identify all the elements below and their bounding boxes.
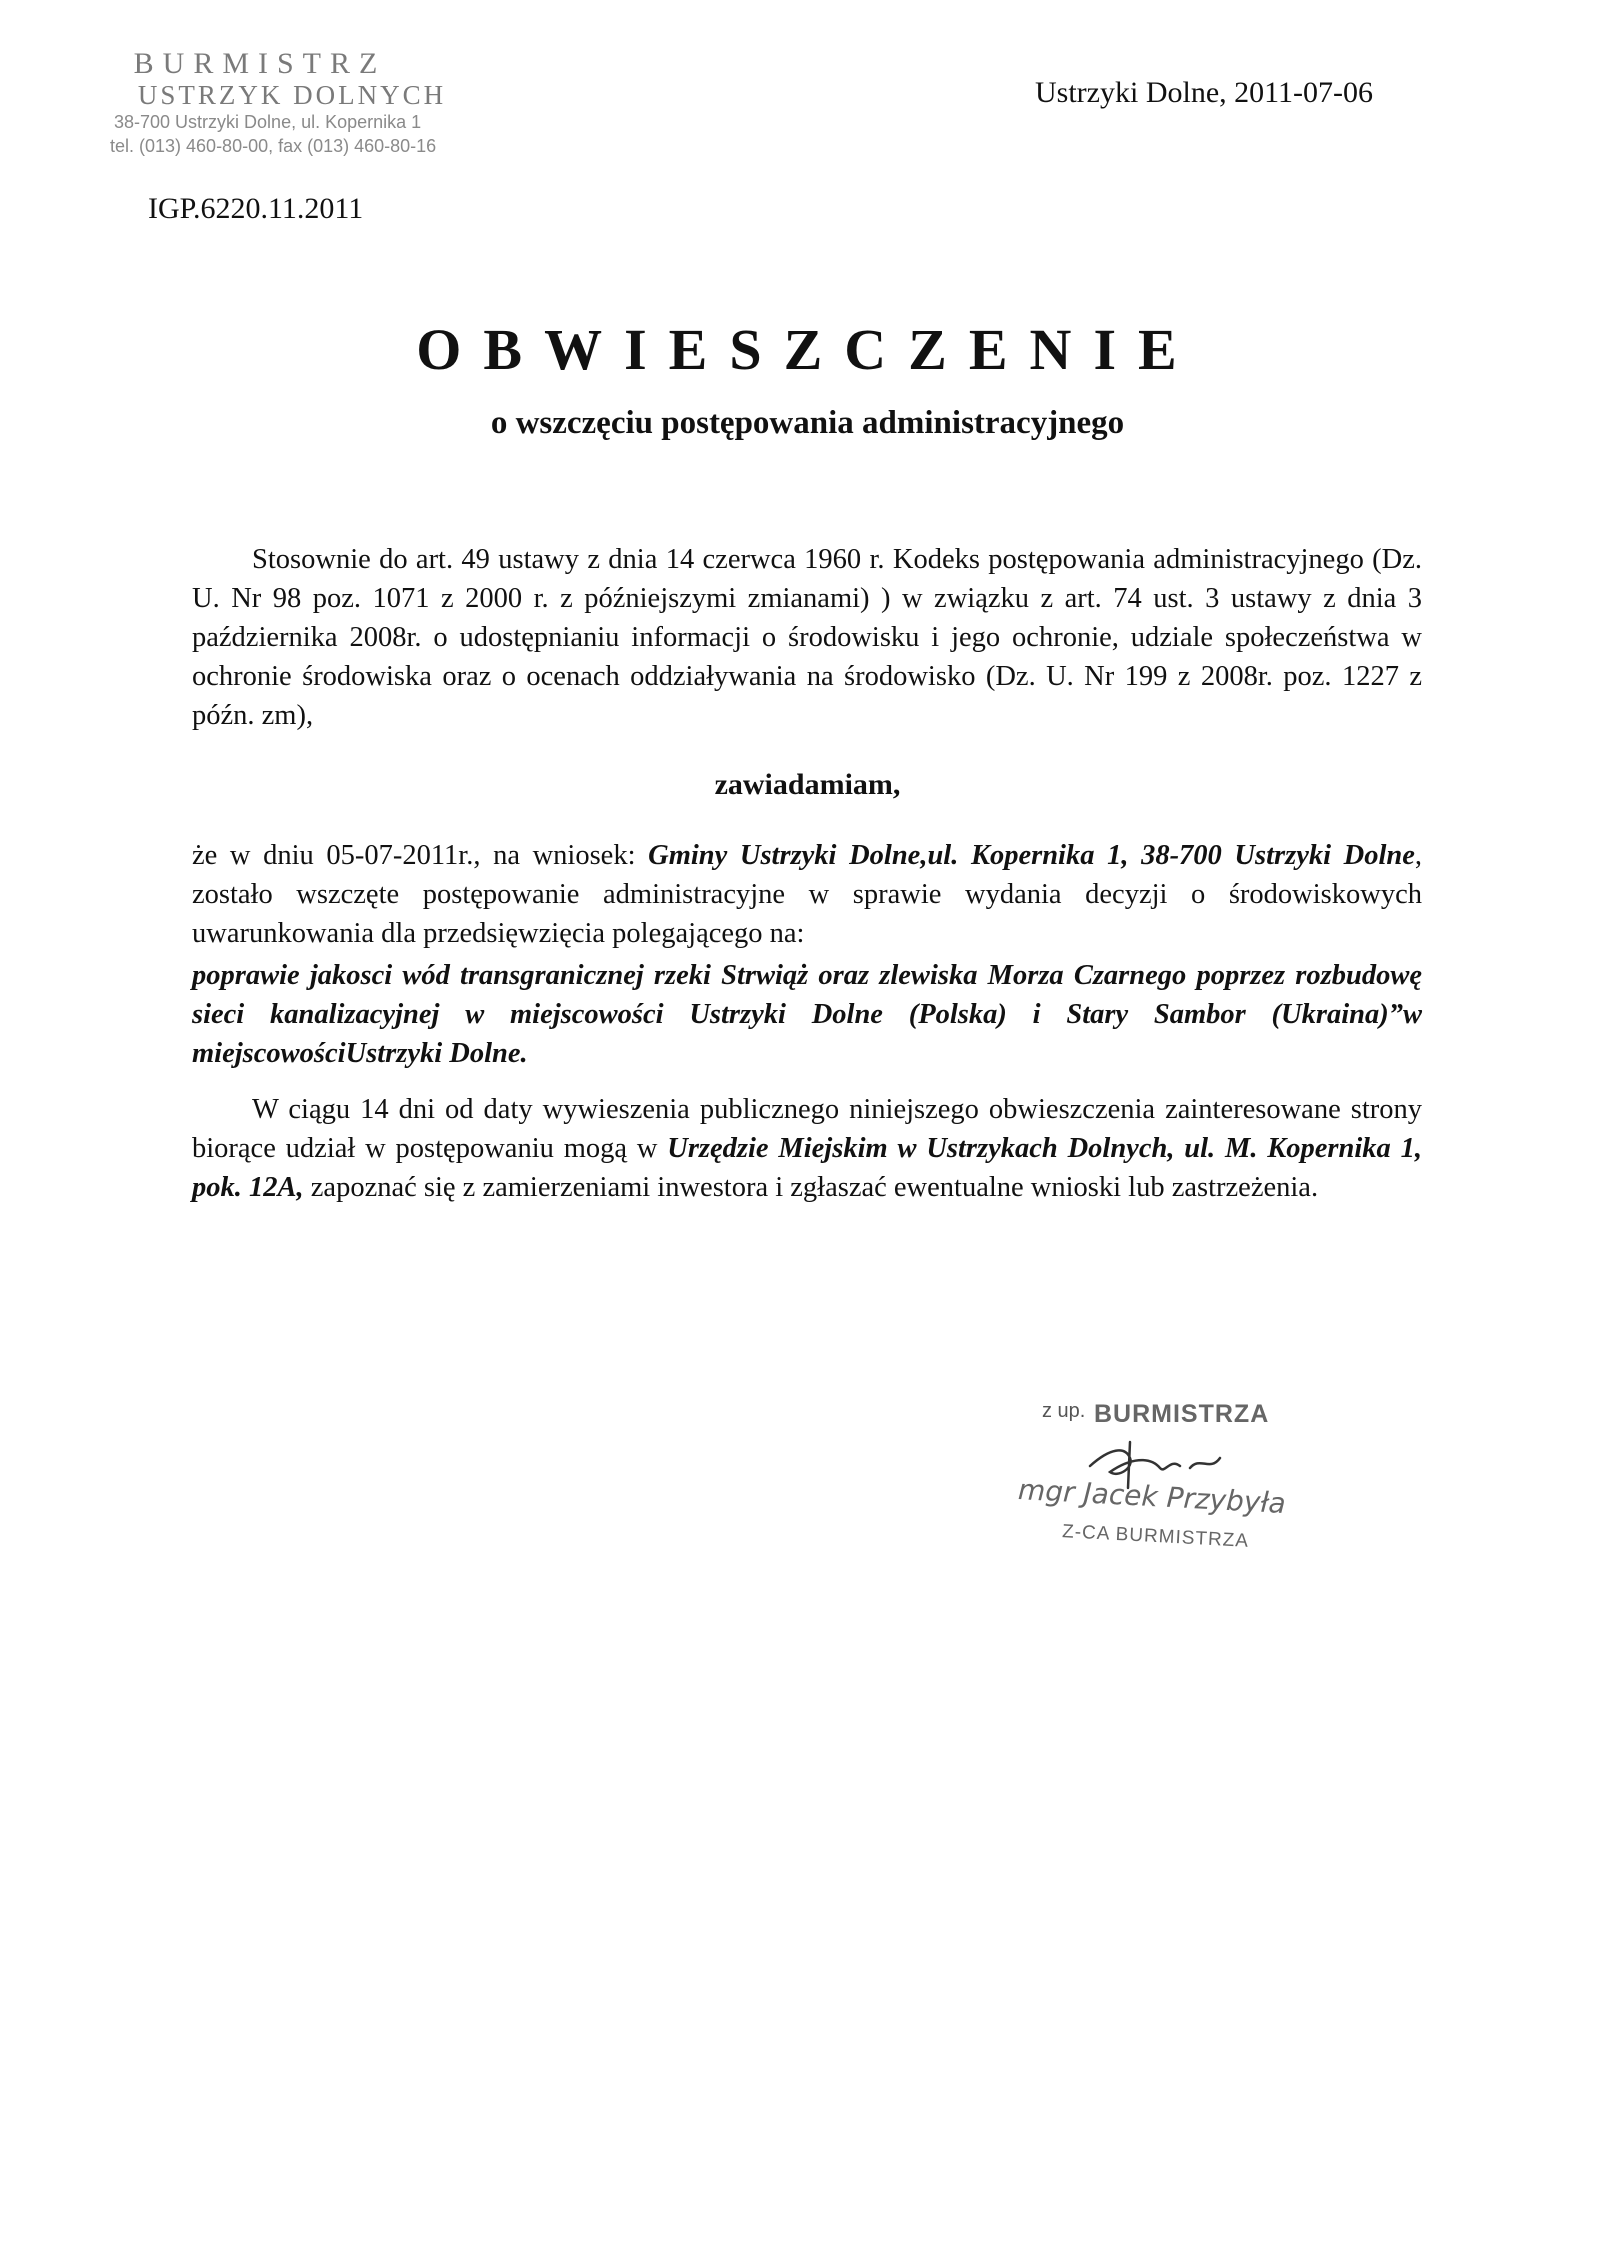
stamp-line-1: BURMISTRZ xyxy=(133,47,387,80)
applicant-name: Gminy Ustrzyki Dolne,ul. Kopernika 1, 38-700 Ustrzyki Dolne xyxy=(648,840,1415,871)
signatory-name: mgr Jacek Przybyła xyxy=(1017,1473,1287,1520)
consultation-text-end: zapoznać się z zamierzeniami inwestora i zgłaszać ewentualne wnioski lub zastrzeżenia. xyxy=(303,1172,1319,1203)
signatory-role: Z-CA BURMISTRZA xyxy=(1061,1521,1250,1552)
proceeding-paragraph xyxy=(192,836,1422,953)
consultation-paragraph xyxy=(192,1090,1422,1207)
signature-office: BURMISTRZA xyxy=(1094,1400,1270,1428)
announcement-verb: zawiadamiam, xyxy=(714,768,901,801)
office-location: Urzędzie Miejskim w Ustrzykach Dolnych, ul. M. Kopernika 1, pok. 12A, xyxy=(192,1133,1422,1203)
document-subtitle: o wszczęciu postępowania administracyjnego xyxy=(490,405,1125,441)
stamp-address: 38-700 Ustrzyki Dolne, ul. Kopernika 1 xyxy=(114,112,422,132)
document-title: OBWIESZCZENIE xyxy=(416,317,1199,382)
office-stamp xyxy=(110,48,530,158)
signature-block xyxy=(1010,1388,1430,1558)
signature-zup: z up. xyxy=(1042,1400,1086,1422)
project-description: poprawie jakosci wód transgranicznej rzeki Strwiąż oraz zlewiska Morza Czarnego poprzez rozbudowę sieci kanalizacyjnej w miejscowości Ustrzyki Dolne (Polska) i Stary Sambor (Ukraina)”w miejscowościUstrzyki Dolne. xyxy=(192,960,1422,1069)
stamp-phone: tel. (013) 460-80-00, fax (013) 460-80-16 xyxy=(110,136,437,156)
legal-basis-paragraph xyxy=(192,540,1422,735)
place-date: Ustrzyki Dolne, 2011-07-06 xyxy=(1035,76,1373,109)
proceeding-text-start: że w dniu 05-07-2011r., na wniosek: xyxy=(192,840,649,871)
reference-number: IGP.6220.11.2011 xyxy=(148,192,364,225)
proceeding-text-end: , zostało wszczęte postępowanie administracyjne w sprawie wydania decyzji o środowiskowych uwarunkowania dla przedsięwzięcia polegającego na: xyxy=(192,840,1422,949)
consultation-text-start: W ciągu 14 dni od daty wywieszenia publicznego niniejszego obwieszczenia zainteresowane strony biorące udział w postępowaniu mogą w xyxy=(192,1094,1422,1164)
legal-basis-text: Stosownie do art. 49 ustawy z dnia 14 czerwca 1960 r. Kodeks postępowania administracyjnego (Dz. U. Nr 98 poz. 1071 z 2000 r. z późniejszymi zmianami) ) w związku z art. 74 ust. 3 ustawy z dnia 3 października 2008r. o udostępnianiu informacji o środowisku i jego ochronie, udziale społeczeństwa w ochronie środowiska oraz o ocenach oddziaływania na środowisko (Dz. U. Nr 199 z 2008r. poz. 1227 z późn. zm), xyxy=(192,544,1422,731)
stamp-line-2: USTRZYK DOLNYCH xyxy=(137,80,447,110)
